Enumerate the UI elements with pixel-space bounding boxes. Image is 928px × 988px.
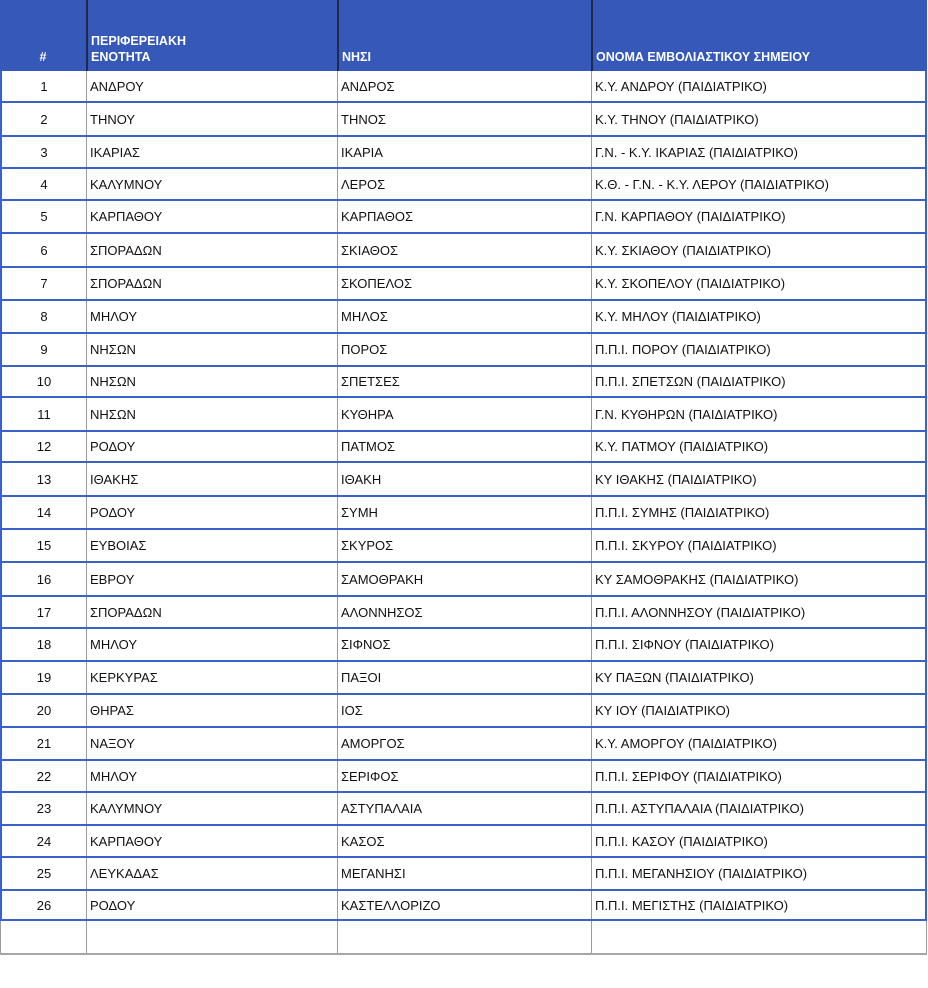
row-island-text: ΛΕΡΟΣ — [341, 176, 386, 192]
row-number — [0, 169, 86, 199]
row-island-text: ΜΗΛΟΣ — [341, 309, 388, 324]
table-row — [0, 268, 927, 301]
row-number-text: 10 — [36, 374, 52, 389]
row-island-text: ΑΛΟΝΝΗΣΟΣ — [341, 604, 423, 620]
row-number — [0, 301, 86, 332]
table-row — [0, 891, 927, 921]
table-row — [0, 728, 927, 761]
row-number-text: 6 — [40, 242, 48, 258]
row-region — [86, 169, 337, 199]
row-region — [86, 301, 337, 332]
header-island-label: ΝΗΣΙ — [342, 50, 372, 64]
row-region — [86, 629, 337, 660]
row-site-name-text: ΚΥ ΙΟΥ (ΠΑΙΔΙΑΤΡΙΚΟ) — [595, 703, 731, 718]
row-island-text: ΙΟΣ — [341, 703, 363, 718]
table-row — [0, 695, 927, 728]
header-site — [591, 0, 927, 71]
row-number — [0, 268, 86, 299]
row-number-text: 2 — [40, 111, 48, 127]
row-site-name — [591, 463, 927, 495]
row-site-name-text: Π.Π.Ι. ΜΕΓΑΝΗΣΙΟΥ (ΠΑΙΔΙΑΤΡΙΚΟ) — [595, 866, 808, 881]
row-island-text: ΤΗΝΟΣ — [341, 111, 386, 127]
row-island — [337, 826, 591, 856]
row-site-name — [591, 530, 927, 561]
row-island — [337, 301, 591, 332]
row-number — [0, 826, 86, 856]
row-region-text: ΚΕΡΚΥΡΑΣ — [90, 670, 158, 685]
row-number-text: 22 — [36, 768, 52, 784]
row-region — [86, 728, 337, 759]
row-number — [0, 563, 86, 595]
table-row — [0, 71, 927, 103]
row-region-text: ΜΗΛΟΥ — [90, 309, 137, 324]
row-region-text: ΚΑΛΥΜΝΟΥ — [90, 801, 163, 816]
empty-cell — [0, 921, 86, 953]
row-region — [86, 367, 337, 396]
row-number-text: 23 — [36, 801, 52, 816]
row-region — [86, 268, 337, 299]
row-region-text: ΡΟΔΟΥ — [90, 897, 136, 913]
row-site-name-text: Π.Π.Ι. ΣΚΥΡΟΥ (ΠΑΙΔΙΑΤΡΙΚΟ) — [595, 538, 777, 553]
row-region-text: ΚΑΡΠΑΘΟΥ — [90, 833, 163, 849]
row-island — [337, 463, 591, 495]
row-site-name — [591, 71, 927, 101]
row-site-name — [591, 858, 927, 889]
row-site-name-text: Π.Π.Ι. ΑΛΟΝΝΗΣΟΥ (ΠΑΙΔΙΑΤΡΙΚΟ) — [595, 604, 806, 620]
table-row — [0, 367, 927, 398]
row-number — [0, 891, 86, 919]
row-island — [337, 201, 591, 232]
row-site-name-text: Κ.Υ. ΤΗΝΟΥ (ΠΑΙΔΙΑΤΡΙΚΟ) — [595, 111, 759, 127]
empty-cell — [591, 921, 927, 953]
row-site-name-text: Γ.Ν. ΚΑΡΠΑΘΟΥ (ΠΑΙΔΙΑΤΡΙΚΟ) — [595, 209, 786, 224]
row-region-text: ΜΗΛΟΥ — [90, 637, 137, 652]
row-region-text: ΣΠΟΡΑΔΩΝ — [90, 276, 162, 291]
row-region-text: ΣΠΟΡΑΔΩΝ — [90, 604, 162, 620]
row-island — [337, 398, 591, 430]
row-number-text: 24 — [36, 833, 52, 849]
row-island-text: ΚΥΘΗΡΑ — [341, 406, 394, 422]
row-island-text: ΠΟΡΟΣ — [341, 342, 388, 357]
row-island-text: ΣΠΕΤΣΕΣ — [341, 374, 400, 389]
empty-cell — [337, 921, 591, 953]
row-island-text: ΠΑΞΟΙ — [341, 670, 382, 685]
row-region — [86, 398, 337, 430]
row-island-text: ΠΑΤΜΟΣ — [341, 439, 396, 454]
row-region — [86, 761, 337, 791]
table-row — [0, 497, 927, 530]
row-region-text: ΛΕΥΚΑΔΑΣ — [90, 866, 159, 881]
row-site-name-text: Κ.Υ. ΜΗΛΟΥ (ΠΑΙΔΙΑΤΡΙΚΟ) — [595, 309, 761, 324]
row-number — [0, 398, 86, 430]
row-island — [337, 597, 591, 627]
row-number-text: 20 — [36, 703, 52, 718]
row-site-name — [591, 398, 927, 430]
row-number — [0, 761, 86, 791]
table-row — [0, 662, 927, 695]
row-site-name — [591, 137, 927, 167]
empty-table-row — [0, 921, 927, 955]
row-region — [86, 563, 337, 595]
row-region-text: ΤΗΝΟΥ — [90, 111, 136, 127]
row-island-text: ΙΘΑΚΗ — [341, 471, 382, 487]
row-island-text: ΣΕΡΙΦΟΣ — [341, 768, 399, 784]
row-site-name — [591, 169, 927, 199]
row-number-text: 18 — [36, 637, 52, 652]
row-site-name — [591, 761, 927, 791]
table-row — [0, 201, 927, 234]
table-row — [0, 169, 927, 201]
header-region-line1: ΠΕΡΙΦΕΡΕΙΑΚΗ — [91, 34, 187, 48]
row-site-name — [591, 301, 927, 332]
row-site-name — [591, 793, 927, 824]
header-number — [0, 0, 86, 71]
row-number-text: 21 — [36, 736, 52, 751]
row-island-text: ΑΝΔΡΟΣ — [341, 78, 395, 94]
row-site-name — [591, 234, 927, 266]
row-region-text: ΙΚΑΡΙΑΣ — [90, 144, 140, 160]
row-number — [0, 71, 86, 101]
row-island — [337, 563, 591, 595]
row-island — [337, 71, 591, 101]
row-island — [337, 662, 591, 693]
row-region — [86, 793, 337, 824]
row-site-name-text: Κ.Θ. - Γ.Ν. - Κ.Υ. ΛΕΡΟΥ (ΠΑΙΔΙΑΤΡΙΚΟ) — [595, 176, 829, 192]
row-region-text: ΙΘΑΚΗΣ — [90, 471, 139, 487]
row-island-text: ΣΥΜΗ — [341, 505, 378, 520]
row-island — [337, 530, 591, 561]
row-island-text: ΚΑΡΠΑΘΟΣ — [341, 209, 414, 224]
row-number-text: 9 — [40, 342, 48, 357]
row-region — [86, 662, 337, 693]
table-row — [0, 858, 927, 891]
row-island-text: ΙΚΑΡΙΑ — [341, 144, 383, 160]
row-number — [0, 334, 86, 365]
row-number — [0, 234, 86, 266]
row-region-text: ΚΑΡΠΑΘΟΥ — [90, 209, 163, 224]
row-island-text: ΣΚΥΡΟΣ — [341, 538, 394, 553]
row-region — [86, 137, 337, 167]
row-site-name-text: Π.Π.Ι. ΣΕΡΙΦΟΥ (ΠΑΙΔΙΑΤΡΙΚΟ) — [595, 768, 782, 784]
row-number — [0, 432, 86, 461]
row-island — [337, 367, 591, 396]
row-site-name — [591, 597, 927, 627]
empty-cell — [86, 921, 337, 953]
table-body — [0, 71, 927, 921]
row-number-text: 8 — [40, 309, 48, 324]
row-site-name-text: Κ.Υ. ΑΜΟΡΓΟΥ (ΠΑΙΔΙΑΤΡΙΚΟ) — [595, 736, 777, 751]
table-row — [0, 301, 927, 334]
row-island — [337, 858, 591, 889]
table-row — [0, 432, 927, 463]
header-region — [86, 0, 337, 71]
table-row — [0, 761, 927, 793]
row-island — [337, 891, 591, 919]
row-site-name-text: Π.Π.Ι. ΚΑΣΟΥ (ΠΑΙΔΙΑΤΡΙΚΟ) — [595, 833, 768, 849]
table-row — [0, 597, 927, 629]
row-island — [337, 728, 591, 759]
row-number — [0, 103, 86, 135]
row-number-text: 26 — [36, 897, 52, 913]
row-island — [337, 268, 591, 299]
row-number — [0, 530, 86, 561]
row-region — [86, 497, 337, 528]
row-region-text: ΚΑΛΥΜΝΟΥ — [90, 176, 163, 192]
table-row — [0, 530, 927, 563]
table-row — [0, 334, 927, 367]
row-site-name-text: ΚΥ ΠΑΞΩΝ (ΠΑΙΔΙΑΤΡΙΚΟ) — [595, 670, 754, 685]
row-island-text: ΑΣΤΥΠΑΛΑΙΑ — [341, 801, 423, 816]
row-region-text: ΝΗΣΩΝ — [90, 374, 136, 389]
table-row — [0, 463, 927, 497]
row-island — [337, 432, 591, 461]
row-island — [337, 497, 591, 528]
row-number-text: 12 — [36, 439, 52, 454]
row-number-text: 19 — [36, 670, 52, 685]
row-region — [86, 597, 337, 627]
row-number-text: 1 — [40, 78, 48, 94]
table-row — [0, 137, 927, 169]
row-number — [0, 201, 86, 232]
row-island-text: ΚΑΣΤΕΛΛΟΡΙΖΟ — [341, 897, 441, 913]
row-number-text: 7 — [40, 276, 48, 291]
row-island-text: ΜΕΓΑΝΗΣΙ — [341, 866, 406, 881]
row-site-name — [591, 497, 927, 528]
row-island-text: ΚΑΣΟΣ — [341, 833, 385, 849]
row-region-text: ΑΝΔΡΟΥ — [90, 78, 144, 94]
row-number — [0, 629, 86, 660]
table-row — [0, 563, 927, 597]
header-region-line2: ΕΝΟΤΗΤΑ — [91, 50, 151, 64]
row-region — [86, 891, 337, 919]
row-region-text: ΝΑΞΟΥ — [90, 736, 135, 751]
row-site-name-text: Κ.Υ. ΠΑΤΜΟΥ (ΠΑΙΔΙΑΤΡΙΚΟ) — [595, 439, 769, 454]
row-site-name-text: ΚΥ ΣΑΜΟΘΡΑΚΗΣ (ΠΑΙΔΙΑΤΡΙΚΟ) — [595, 571, 799, 587]
row-region — [86, 201, 337, 232]
row-region — [86, 463, 337, 495]
row-region-text: ΝΗΣΩΝ — [90, 406, 136, 422]
row-site-name — [591, 367, 927, 396]
row-region-text: ΘΗΡΑΣ — [90, 703, 134, 718]
row-region — [86, 695, 337, 726]
header-number-label: # — [39, 50, 47, 64]
row-island-text: ΣΚΟΠΕΛΟΣ — [341, 276, 413, 291]
row-region — [86, 71, 337, 101]
row-site-name-text: Γ.Ν. - Κ.Υ. ΙΚΑΡΙΑΣ (ΠΑΙΔΙΑΤΡΙΚΟ) — [595, 144, 798, 160]
row-region — [86, 858, 337, 889]
row-island — [337, 137, 591, 167]
row-island — [337, 629, 591, 660]
row-site-name — [591, 891, 927, 919]
row-region-text: ΜΗΛΟΥ — [90, 768, 137, 784]
row-island — [337, 761, 591, 791]
row-number — [0, 367, 86, 396]
row-region-text: ΕΥΒΟΙΑΣ — [90, 538, 147, 553]
row-number-text: 4 — [40, 176, 48, 192]
row-region-text: ΡΟΔΟΥ — [90, 505, 136, 520]
row-site-name — [591, 728, 927, 759]
row-island — [337, 234, 591, 266]
row-region-text: ΣΠΟΡΑΔΩΝ — [90, 242, 162, 258]
row-number-text: 5 — [40, 209, 48, 224]
table-row — [0, 629, 927, 662]
row-number-text: 3 — [40, 144, 48, 160]
row-site-name — [591, 432, 927, 461]
table-row — [0, 793, 927, 826]
row-site-name-text: Π.Π.Ι. ΣΠΕΤΣΩΝ (ΠΑΙΔΙΑΤΡΙΚΟ) — [595, 374, 786, 389]
row-island — [337, 695, 591, 726]
row-site-name — [591, 695, 927, 726]
row-number — [0, 463, 86, 495]
row-number-text: 15 — [36, 538, 52, 553]
row-site-name-text: Κ.Υ. ΣΚΟΠΕΛΟΥ (ΠΑΙΔΙΑΤΡΙΚΟ) — [595, 276, 786, 291]
row-number — [0, 793, 86, 824]
row-region-text: ΝΗΣΩΝ — [90, 342, 136, 357]
row-number — [0, 662, 86, 693]
row-site-name — [591, 201, 927, 232]
row-site-name-text: Γ.Ν. ΚΥΘΗΡΩΝ (ΠΑΙΔΙΑΤΡΙΚΟ) — [595, 406, 778, 422]
row-site-name-text: Κ.Υ. ΣΚΙΑΘΟΥ (ΠΑΙΔΙΑΤΡΙΚΟ) — [595, 242, 772, 258]
row-site-name — [591, 334, 927, 365]
row-number-text: 11 — [37, 406, 51, 422]
table-row — [0, 398, 927, 432]
row-number — [0, 728, 86, 759]
row-number-text: 17 — [36, 604, 52, 620]
row-site-name — [591, 268, 927, 299]
row-island-text: ΣΙΦΝΟΣ — [341, 637, 391, 652]
row-island — [337, 334, 591, 365]
row-number-text: 16 — [36, 571, 52, 587]
row-island-text: ΣΚΙΑΘΟΣ — [341, 242, 398, 258]
row-number-text: 25 — [36, 866, 52, 881]
row-number — [0, 597, 86, 627]
table-header-row — [0, 0, 927, 71]
row-site-name — [591, 826, 927, 856]
row-site-name-text: Π.Π.Ι. ΜΕΓΙΣΤΗΣ (ΠΑΙΔΙΑΤΡΙΚΟ) — [595, 897, 789, 913]
row-region — [86, 103, 337, 135]
row-site-name-text: Π.Π.Ι. ΣΥΜΗΣ (ΠΑΙΔΙΑΤΡΙΚΟ) — [595, 505, 770, 520]
row-island — [337, 793, 591, 824]
row-site-name-text: ΚΥ ΙΘΑΚΗΣ (ΠΑΙΔΙΑΤΡΙΚΟ) — [595, 471, 757, 487]
table-row — [0, 826, 927, 858]
row-number-text: 13 — [36, 471, 52, 487]
row-region — [86, 234, 337, 266]
row-site-name — [591, 563, 927, 595]
header-island — [337, 0, 591, 71]
row-region-text: ΕΒΡΟΥ — [90, 571, 135, 587]
table-row — [0, 234, 927, 268]
row-island — [337, 103, 591, 135]
row-region — [86, 530, 337, 561]
row-number — [0, 497, 86, 528]
header-site-label: ΟΝΟΜΑ ΕΜΒΟΛΙΑΣΤΙΚΟΥ ΣΗΜΕΙΟΥ — [596, 50, 811, 64]
row-island-text: ΑΜΟΡΓΟΣ — [341, 736, 405, 751]
row-site-name — [591, 629, 927, 660]
row-site-name — [591, 103, 927, 135]
row-number-text: 14 — [36, 505, 52, 520]
row-number — [0, 695, 86, 726]
row-region — [86, 826, 337, 856]
row-island — [337, 169, 591, 199]
row-number — [0, 137, 86, 167]
row-site-name-text: Π.Π.Ι. ΠΟΡΟΥ (ΠΑΙΔΙΑΤΡΙΚΟ) — [595, 342, 771, 357]
row-site-name — [591, 662, 927, 693]
header-region-label — [91, 33, 186, 65]
row-region — [86, 432, 337, 461]
table-row — [0, 103, 927, 137]
row-island-text: ΣΑΜΟΘΡΑΚΗ — [341, 571, 424, 587]
row-site-name-text: Π.Π.Ι. ΑΣΤΥΠΑΛΑΙΑ (ΠΑΙΔΙΑΤΡΙΚΟ) — [595, 801, 804, 816]
row-site-name-text: Π.Π.Ι. ΣΙΦΝΟΥ (ΠΑΙΔΙΑΤΡΙΚΟ) — [595, 637, 774, 652]
row-site-name-text: Κ.Υ. ΑΝΔΡΟΥ (ΠΑΙΔΙΑΤΡΙΚΟ) — [595, 78, 767, 94]
row-region — [86, 334, 337, 365]
row-region-text: ΡΟΔΟΥ — [90, 439, 136, 454]
row-number — [0, 858, 86, 889]
